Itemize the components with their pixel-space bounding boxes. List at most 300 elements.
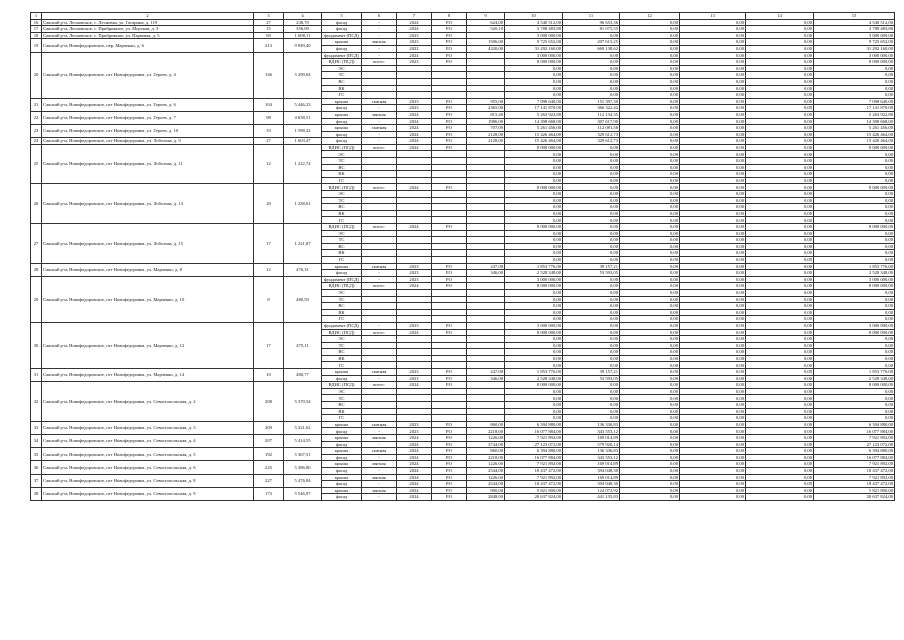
cell-14: 0,00 — [746, 217, 814, 224]
cost: 0,00 — [505, 349, 563, 356]
funding — [432, 250, 467, 257]
cell-14: 0,00 — [746, 250, 814, 257]
column-number: 11 — [563, 13, 620, 20]
cost-per-unit: 579 920,14 — [563, 441, 620, 448]
cell-13: 0,00 — [680, 441, 746, 448]
column-number: 4 — [284, 13, 322, 20]
cost: 0,00 — [505, 415, 563, 422]
total-cost: 0,00 — [814, 256, 895, 263]
cost: 8 000 000,00 — [505, 59, 563, 66]
area — [467, 237, 505, 244]
address: Сакский р-н, Новофедоровское, пгт Новофедоровка, ул. Марченко, д. 12 — [42, 322, 254, 368]
cell-13: 0,00 — [680, 408, 746, 415]
roof-type — [362, 395, 397, 402]
funding — [432, 164, 467, 171]
work-type: крыша — [322, 474, 362, 481]
cell-13: 0,00 — [680, 309, 746, 316]
roof-type: - — [362, 26, 397, 33]
area — [467, 78, 505, 85]
funding: РО — [432, 52, 467, 59]
area — [467, 256, 505, 263]
row-number: 24 — [31, 138, 42, 145]
cost-per-unit: 0,00 — [563, 217, 620, 224]
row-number: 19 — [31, 39, 42, 52]
year: 2024 — [397, 111, 432, 118]
cost: 3 000 000,00 — [505, 52, 563, 59]
cell-14: 0,00 — [746, 26, 814, 33]
cost: 5 263 922,80 — [505, 111, 563, 118]
cell-12: 0,00 — [620, 270, 680, 277]
total-cost: 3 000 000,00 — [814, 52, 895, 59]
building-area: 1 608,11 — [284, 32, 322, 39]
cell-12: 0,00 — [620, 224, 680, 231]
cost-per-unit: 0,00 — [563, 164, 620, 171]
building-area: 356,09 — [284, 26, 322, 33]
work-type: ТС — [322, 158, 362, 165]
total-cost: 0,00 — [814, 250, 895, 257]
table-row — [31, 461, 895, 468]
cell-14: 0,00 — [746, 92, 814, 99]
address: Сакский р-н, Лесновское, с. Прибрежное, ул. Парковая, д. 5 — [42, 32, 254, 39]
cell-12: 0,00 — [620, 415, 680, 422]
total-cost: 8 000 000,00 — [814, 382, 895, 389]
cost: 0,00 — [505, 85, 563, 92]
cost-per-unit: 394 048,30 — [563, 481, 620, 488]
cell-12: 0,00 — [620, 448, 680, 455]
area — [467, 177, 505, 184]
cell-12: 0,00 — [620, 65, 680, 72]
work-type: ВДИС (ПСД) — [322, 382, 362, 389]
funding — [432, 388, 467, 395]
cell-12: 0,00 — [620, 92, 680, 99]
area: 2128,00 — [467, 131, 505, 138]
work-type: фасад — [322, 105, 362, 112]
roof-type — [362, 158, 397, 165]
column-number: 1 — [31, 13, 42, 20]
cell-14: 0,00 — [746, 138, 814, 145]
apartments-count: 33 — [254, 125, 284, 138]
table-row — [31, 19, 895, 26]
cell-13: 0,00 — [680, 217, 746, 224]
total-cost: 8 000 000,00 — [814, 283, 895, 290]
cell-12: 0,00 — [620, 467, 680, 474]
year: 2022 — [397, 45, 432, 52]
cost: 1 853 776,00 — [505, 263, 563, 270]
row-number: 31 — [31, 369, 42, 382]
cost-per-unit: 136 336,83 — [563, 448, 620, 455]
total-cost: 0,00 — [814, 395, 895, 402]
year: 2023 — [397, 369, 432, 376]
area — [467, 296, 505, 303]
roof-type: - — [362, 45, 397, 52]
apartments-count: 69 — [254, 32, 284, 39]
roof-type: - — [362, 454, 397, 461]
cost: 8 000 000,00 — [505, 283, 563, 290]
cell-12: 0,00 — [620, 19, 680, 26]
funding: РО — [432, 428, 467, 435]
funding — [432, 303, 467, 310]
cell-14: 0,00 — [746, 210, 814, 217]
building-area: 5 321,62 — [284, 421, 322, 434]
total-cost: 18 437 472,00 — [814, 467, 895, 474]
total-cost: 0,00 — [814, 191, 895, 198]
area — [467, 283, 505, 290]
cost: 0,00 — [505, 92, 563, 99]
year — [397, 151, 432, 158]
funding: РО — [432, 481, 467, 488]
cost-per-unit: 366 322,42 — [563, 105, 620, 112]
area — [467, 316, 505, 323]
building-area: 5 476,84 — [284, 474, 322, 487]
cell-12: 0,00 — [620, 32, 680, 39]
year — [397, 158, 432, 165]
year: 2023 — [397, 59, 432, 66]
cell-13: 0,00 — [680, 204, 746, 211]
total-cost: 0,00 — [814, 204, 895, 211]
area: 520,10 — [467, 26, 505, 33]
apartments-count: 12 — [254, 263, 284, 276]
total-cost: 15 426 464,00 — [814, 131, 895, 138]
cell-14: 0,00 — [746, 402, 814, 409]
roof-type: - — [362, 428, 397, 435]
cell-14: 0,00 — [746, 289, 814, 296]
total-cost: 18 437 472,00 — [814, 481, 895, 488]
row-number: 21 — [31, 98, 42, 111]
year — [397, 388, 432, 395]
cell-13: 0,00 — [680, 105, 746, 112]
total-cost: 0,00 — [814, 316, 895, 323]
cell-12: 0,00 — [620, 144, 680, 151]
cell-14: 0,00 — [746, 349, 814, 356]
row-number: 27 — [31, 224, 42, 264]
cell-13: 0,00 — [680, 454, 746, 461]
cell-12: 0,00 — [620, 369, 680, 376]
cost: 15 426 464,00 — [505, 131, 563, 138]
year — [397, 309, 432, 316]
cost: 15 426 464,00 — [505, 138, 563, 145]
work-type: ВДИС (ПСД) — [322, 224, 362, 231]
cell-13: 0,00 — [680, 316, 746, 323]
cell-12: 0,00 — [620, 105, 680, 112]
total-cost: 0,00 — [814, 72, 895, 79]
work-type: ЭС — [322, 289, 362, 296]
work-type: ЭС — [322, 151, 362, 158]
cell-14: 0,00 — [746, 59, 814, 66]
cell-12: 0,00 — [620, 329, 680, 336]
cell-13: 0,00 — [680, 375, 746, 382]
cost: 0,00 — [505, 78, 563, 85]
cost-per-unit: 0,00 — [563, 210, 620, 217]
cost: 0,00 — [505, 388, 563, 395]
roof-type — [362, 256, 397, 263]
row-number: 25 — [31, 144, 42, 184]
funding — [432, 415, 467, 422]
cell-12: 0,00 — [620, 243, 680, 250]
roof-type — [362, 296, 397, 303]
year: 2024 — [397, 474, 432, 481]
cell-12: 0,00 — [620, 322, 680, 329]
roof-type: скатная — [362, 421, 397, 428]
cell-12: 0,00 — [620, 98, 680, 105]
cost-per-unit: 0,00 — [563, 59, 620, 66]
area: 2128,00 — [467, 138, 505, 145]
roof-type: - — [362, 52, 397, 59]
cost-per-unit: 0,00 — [563, 191, 620, 198]
cost-per-unit: 0,00 — [563, 158, 620, 165]
work-type: крыша — [322, 39, 362, 46]
row-number: 18 — [31, 32, 42, 39]
cost: 5 821 800,00 — [505, 487, 563, 494]
area — [467, 224, 505, 231]
roof-type — [362, 217, 397, 224]
cell-13: 0,00 — [680, 256, 746, 263]
total-cost: 8 000 000,00 — [814, 329, 895, 336]
year: 2023 — [397, 276, 432, 283]
cell-12: 0,00 — [620, 131, 680, 138]
total-cost: 3 788 483,80 — [814, 26, 895, 33]
funding: РО — [432, 474, 467, 481]
total-cost: 0,00 — [814, 342, 895, 349]
total-cost: 0,00 — [814, 408, 895, 415]
table-row — [31, 32, 895, 39]
work-type: ВК — [322, 210, 362, 217]
building-area: 475,11 — [284, 322, 322, 368]
cell-12: 0,00 — [620, 349, 680, 356]
cell-13: 0,00 — [680, 263, 746, 270]
work-type: ЭС — [322, 65, 362, 72]
cell-14: 0,00 — [746, 408, 814, 415]
cell-12: 0,00 — [620, 204, 680, 211]
cell-12: 0,00 — [620, 435, 680, 442]
funding — [432, 204, 467, 211]
cell-14: 0,00 — [746, 125, 814, 132]
work-type: ВК — [322, 408, 362, 415]
cell-14: 0,00 — [746, 270, 814, 277]
cost-per-unit: 0,00 — [563, 177, 620, 184]
work-type: фасад — [322, 45, 362, 52]
cell-12: 0,00 — [620, 296, 680, 303]
roof-type — [362, 415, 397, 422]
column-number: 14 — [746, 13, 814, 20]
total-cost: 0,00 — [814, 336, 895, 343]
roof-type — [362, 388, 397, 395]
cell-13: 0,00 — [680, 177, 746, 184]
roof-type: всего: — [362, 224, 397, 231]
cost-per-unit: 0,00 — [563, 32, 620, 39]
roof-type — [362, 316, 397, 323]
funding: РО — [432, 39, 467, 46]
cell-12: 0,00 — [620, 375, 680, 382]
cost-per-unit: 0,00 — [563, 296, 620, 303]
building-area: 5 414,55 — [284, 435, 322, 448]
building-area: 5 299,04 — [284, 52, 322, 98]
area: 624,00 — [467, 19, 505, 26]
cost-per-unit: 441 135,83 — [563, 494, 620, 501]
work-type: ГС — [322, 177, 362, 184]
cost-per-unit: 329 612,73 — [563, 138, 620, 145]
year — [397, 92, 432, 99]
year: 2024 — [397, 19, 432, 26]
cell-14: 0,00 — [746, 316, 814, 323]
work-type: ГС — [322, 415, 362, 422]
table-row — [31, 26, 895, 33]
area — [467, 382, 505, 389]
cost-per-unit: 669 138,62 — [563, 45, 620, 52]
year — [397, 250, 432, 257]
funding: РО — [432, 131, 467, 138]
funding — [432, 78, 467, 85]
cell-14: 0,00 — [746, 98, 814, 105]
cell-13: 0,00 — [680, 111, 746, 118]
roof-type: мягкая — [362, 111, 397, 118]
funding — [432, 230, 467, 237]
work-type: ГС — [322, 316, 362, 323]
apartments-count: 10 — [254, 369, 284, 382]
cell-13: 0,00 — [680, 362, 746, 369]
area — [467, 289, 505, 296]
cell-14: 0,00 — [746, 65, 814, 72]
year — [397, 349, 432, 356]
cell-13: 0,00 — [680, 448, 746, 455]
funding: РО — [432, 19, 467, 26]
work-type: фасад — [322, 131, 362, 138]
area — [467, 210, 505, 217]
cell-14: 0,00 — [746, 336, 814, 343]
total-cost: 0,00 — [814, 355, 895, 362]
roof-type: скатная — [362, 125, 397, 132]
address: Сакский р-н, Новофедоровское, пгт Новофедоровка, ул. Лобозова, д. 9 — [42, 138, 254, 145]
area — [467, 230, 505, 237]
funding: РО — [432, 125, 467, 132]
cell-14: 0,00 — [746, 118, 814, 125]
total-cost: 0,00 — [814, 158, 895, 165]
total-cost: 15 426 464,00 — [814, 138, 895, 145]
cell-13: 0,00 — [680, 98, 746, 105]
area: 2848,00 — [467, 494, 505, 501]
address: Сакский р-н, Новофедоровское, пгт Новофедоровка, ул. Севастопольская, д. 2 — [42, 382, 254, 422]
roof-type: всего: — [362, 329, 397, 336]
work-type: крыша — [322, 435, 362, 442]
cost-per-unit: 169 014,89 — [563, 461, 620, 468]
cost-per-unit: 0,00 — [563, 92, 620, 99]
building-area: 1 238,01 — [284, 184, 322, 224]
apartments-count: 213 — [254, 39, 284, 52]
cost: 0,00 — [505, 217, 563, 224]
total-cost: 9 725 652,00 — [814, 39, 895, 46]
address: Сакский р-н, Новофедоровское, пгт Новофедоровка, ул. Лобозова, д. 11 — [42, 144, 254, 184]
year: 2023 — [397, 322, 432, 329]
cost: 0,00 — [505, 210, 563, 217]
roof-type — [362, 65, 397, 72]
column-number: 7 — [397, 13, 432, 20]
table-row — [31, 224, 895, 231]
cell-12: 0,00 — [620, 441, 680, 448]
row-number: 37 — [31, 474, 42, 487]
funding: РО — [432, 421, 467, 428]
cell-13: 0,00 — [680, 415, 746, 422]
cost-per-unit: 394 048,30 — [563, 467, 620, 474]
year: 2023 — [397, 428, 432, 435]
year: 2024 — [397, 224, 432, 231]
cost: 0,00 — [505, 289, 563, 296]
roof-type: - — [362, 481, 397, 488]
cell-14: 0,00 — [746, 131, 814, 138]
work-type: крыша — [322, 461, 362, 468]
area — [467, 309, 505, 316]
cell-12: 0,00 — [620, 309, 680, 316]
cell-14: 0,00 — [746, 151, 814, 158]
cell-13: 0,00 — [680, 125, 746, 132]
building-area: 1 222,74 — [284, 144, 322, 184]
year — [397, 237, 432, 244]
year: 2024 — [397, 283, 432, 290]
cell-12: 0,00 — [620, 395, 680, 402]
cell-14: 0,00 — [746, 164, 814, 171]
funding: РО — [432, 276, 467, 283]
area — [467, 415, 505, 422]
work-type: фасад — [322, 481, 362, 488]
area — [467, 250, 505, 257]
roof-type — [362, 72, 397, 79]
total-cost: 8 000 000,00 — [814, 59, 895, 66]
roof-type — [362, 177, 397, 184]
cell-14: 0,00 — [746, 309, 814, 316]
building-area: 238,70 — [284, 19, 322, 26]
row-number: 33 — [31, 421, 42, 434]
area — [467, 72, 505, 79]
cell-14: 0,00 — [746, 428, 814, 435]
funding: РО — [432, 441, 467, 448]
cell-13: 0,00 — [680, 72, 746, 79]
work-type: ВС — [322, 303, 362, 310]
cell-12: 0,00 — [620, 210, 680, 217]
address: Сакский р-н, Новофедоровское, пгт Новофедоровка, ул. Севастопольская, д. 8 — [42, 474, 254, 487]
work-type: ВС — [322, 243, 362, 250]
cell-13: 0,00 — [680, 131, 746, 138]
year: 2023 — [397, 39, 432, 46]
work-type: фасад — [322, 138, 362, 145]
year: 2023 — [397, 421, 432, 428]
cell-14: 0,00 — [746, 415, 814, 422]
cell-12: 0,00 — [620, 158, 680, 165]
cell-14: 0,00 — [746, 204, 814, 211]
area: 707,00 — [467, 125, 505, 132]
roof-type — [362, 243, 397, 250]
cell-13: 0,00 — [680, 250, 746, 257]
total-cost: 0,00 — [814, 237, 895, 244]
year — [397, 171, 432, 178]
cost-per-unit: 0,00 — [563, 72, 620, 79]
cell-13: 0,00 — [680, 144, 746, 151]
year: 2024 — [397, 448, 432, 455]
cell-14: 0,00 — [746, 78, 814, 85]
cost-per-unit: 112 134,35 — [563, 111, 620, 118]
work-type: фасад — [322, 26, 362, 33]
year — [397, 402, 432, 409]
table-row — [31, 382, 895, 389]
roof-type — [362, 85, 397, 92]
work-type: фасад — [322, 428, 362, 435]
table-row — [31, 184, 895, 191]
cost: 0,00 — [505, 177, 563, 184]
roof-type: - — [362, 32, 397, 39]
work-type: фасад — [322, 19, 362, 26]
cost-per-unit: 0,00 — [563, 256, 620, 263]
table-row — [31, 144, 895, 151]
year: 2024 — [397, 454, 432, 461]
total-cost: 0,00 — [814, 197, 895, 204]
funding — [432, 289, 467, 296]
